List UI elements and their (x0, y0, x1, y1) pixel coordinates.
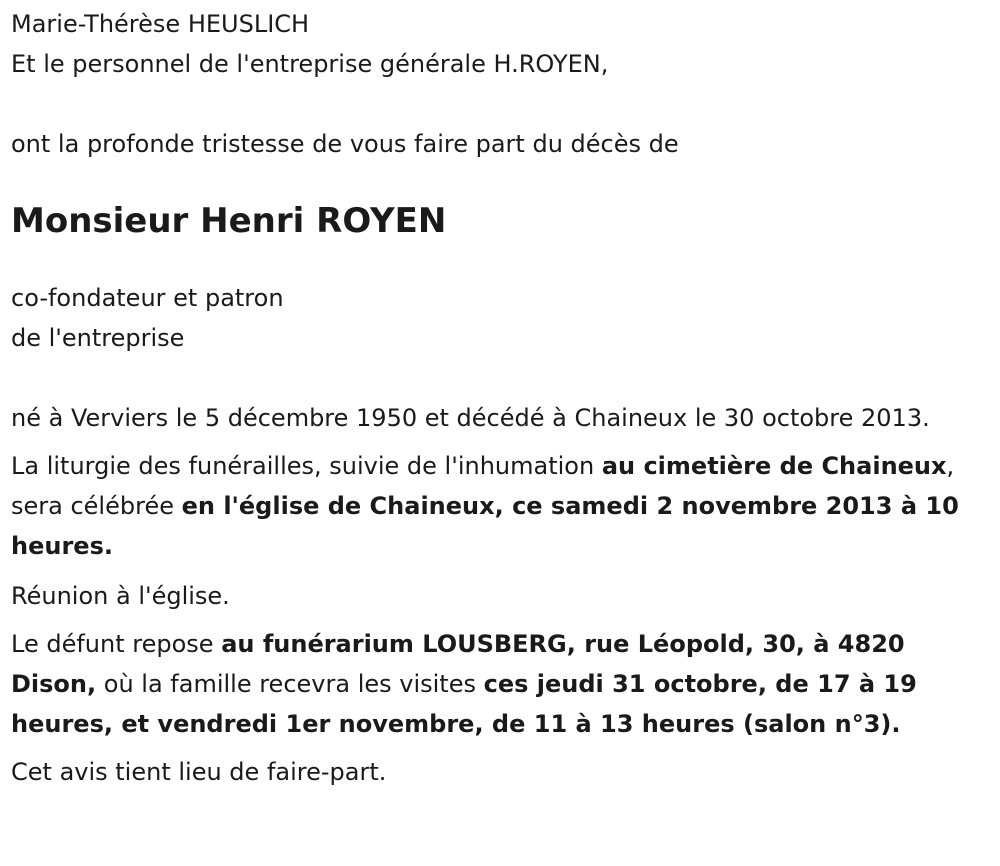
role-line-2: de l'entreprise (11, 324, 185, 352)
rest-paragraph (11, 624, 993, 744)
meeting-text: Réunion à l'église. (11, 582, 230, 610)
announcement-text: ont la profonde tristesse de vous faire part du décès de (11, 130, 679, 158)
funeral-church-date: en l'église de Chaineux, ce samedi 2 novembre 2013 à 10 heures. (11, 492, 959, 560)
funeral-cemetery: au cimetière de Chaineux (601, 452, 947, 480)
role-line-1: co-fondateur et patron (11, 284, 284, 312)
rest-funeral-home: au funérarium LOUSBERG, rue Léopold, 30, à 4820 Dison, (11, 630, 905, 698)
sender-company: Et le personnel de l'entreprise générale H.ROYEN, (11, 50, 609, 78)
birth-death-text: né à Verviers le 5 décembre 1950 et décédé à Chaineux le 30 octobre 2013. (11, 404, 930, 432)
rest-visiting-hours: ces jeudi 31 octobre, de 17 à 19 heures, et vendredi 1er novembre, de 11 à 13 heures (salon n°3). (11, 670, 917, 738)
rest-text-1: Le défunt repose (11, 630, 222, 658)
funeral-text-1: La liturgie des funérailles, suivie de l'inhumation (11, 452, 602, 480)
deceased-name: Monsieur Henri ROYEN (11, 201, 447, 241)
funeral-text-2: , sera célébrée (11, 452, 955, 520)
closing-text: Cet avis tient lieu de faire-part. (11, 758, 387, 786)
funeral-paragraph (11, 446, 993, 566)
obituary-notice (11, 4, 993, 792)
sender-name: Marie-Thérèse HEUSLICH (11, 10, 310, 38)
rest-text-2: où la famille recevra les visites (96, 670, 484, 698)
